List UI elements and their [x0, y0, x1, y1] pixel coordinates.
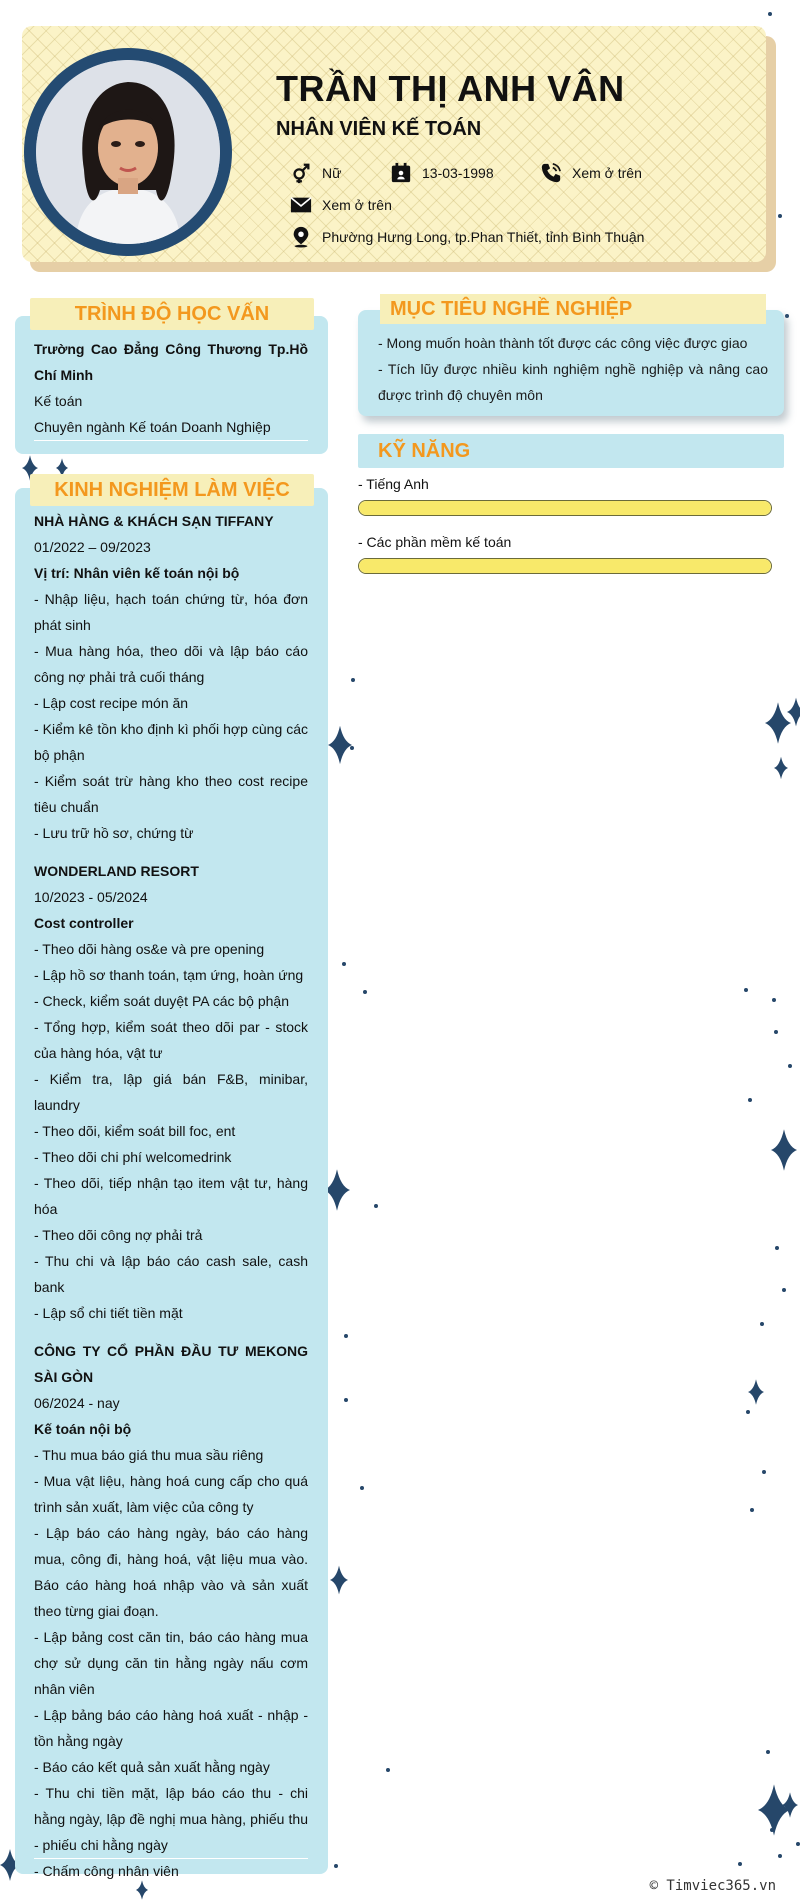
phone-value: Xem ở trên	[572, 165, 642, 181]
skill-level-bar	[358, 558, 772, 574]
job-position: Kế toán nội bộ	[34, 1421, 132, 1437]
star-icon	[774, 757, 788, 779]
star-icon	[782, 1792, 798, 1818]
job-period: 06/2024 - nay	[34, 1395, 120, 1411]
job-task: - Lập cost recipe món ăn	[34, 695, 189, 711]
job-task: - Thu chi tiền mặt, lập báo cáo thu - chi hằng ngày, lập đề nghị mua hàng, phiếu thu - phiếu chi hằng ngày	[34, 1785, 308, 1853]
birthday-value: 13-03-1998	[422, 165, 494, 181]
skill-name: - Tiếng Anh	[358, 476, 429, 492]
education-major: Kế toán	[34, 393, 83, 409]
job-task: - Mua hàng hóa, theo dõi và lập báo cáo công nợ phải trả cuối tháng	[34, 643, 308, 685]
candidate-name: TRẦN THỊ ANH VÂN	[276, 68, 625, 109]
star-icon	[765, 702, 791, 744]
job-task: - Nhập liệu, hạch toán chứng từ, hóa đơn phát sinh	[34, 591, 308, 633]
career-goal-title: MỤC TIÊU NGHỀ NGHIỆP	[380, 294, 766, 324]
job-period: 10/2023 - 05/2024	[34, 889, 148, 905]
star-dot	[748, 1098, 752, 1102]
education-title: TRÌNH ĐỘ HỌC VẤN	[30, 298, 314, 330]
job-task: - Theo dõi hàng os&e và pre opening	[34, 941, 265, 957]
address-info	[290, 226, 644, 248]
job-task: - Kiểm kê tồn kho định kì phối hợp cùng các bộ phận	[34, 721, 308, 763]
company-name: CÔNG TY CỔ PHẦN ĐẦU TƯ MEKONG SÀI GÒN	[34, 1343, 308, 1385]
star-dot	[760, 1322, 764, 1326]
job-task: - Lập báo cáo hàng ngày, báo cáo hàng mua, công đi, hàng hoá, vật liệu mua vào. Báo cáo hàng hoá nhập vào và sản xuất theo từng giai đoạn.	[34, 1525, 308, 1619]
star-icon	[758, 1784, 790, 1835]
star-dot	[772, 998, 776, 1002]
job-task: - Kiểm soát trừ hàng kho theo cost recipe tiêu chuẩn	[34, 773, 308, 815]
star-icon	[787, 698, 800, 727]
job-task: - Chấm công nhân viên	[34, 1863, 179, 1879]
school-name: Trường Cao Đẳng Công Thương Tp.Hồ Chí Minh	[34, 341, 308, 383]
phone-icon	[540, 162, 562, 184]
job-period: 01/2022 – 09/2023	[34, 539, 151, 555]
job-task: - Kiểm tra, lập giá bán F&B, minibar, laundry	[34, 1071, 308, 1113]
job-task: - Theo dõi chi phí welcomedrink	[34, 1149, 232, 1165]
location-pin-icon	[290, 226, 312, 248]
mail-icon	[290, 194, 312, 216]
star-dot	[778, 214, 782, 218]
company-name: WONDERLAND RESORT	[34, 863, 199, 879]
job-task: - Mua vật liệu, hàng hoá cung cấp cho quá trình sản xuất, làm việc của công ty	[34, 1473, 308, 1515]
skill-level-fill	[359, 559, 771, 573]
experience-divider	[34, 1858, 308, 1859]
career-goal-item: - Mong muốn hoàn thành tốt được các công việc được giao	[378, 335, 748, 351]
company-name: NHÀ HÀNG & KHÁCH SẠN TIFFANY	[34, 513, 274, 529]
education-specialty: Chuyên ngành Kế toán Doanh Nghiệp	[34, 419, 271, 435]
job-task: - Theo dõi, tiếp nhận tạo item vật tư, hàng hóa	[34, 1175, 308, 1217]
job-task: - Lập sổ chi tiết tiền mặt	[34, 1305, 183, 1321]
star-dot	[738, 1862, 742, 1866]
job-task: - Lập bảng báo cáo hàng hoá xuất - nhập - tồn hằng ngày	[34, 1707, 308, 1749]
job-task: - Lưu trữ hồ sơ, chứng từ	[34, 825, 194, 841]
job-task: - Check, kiểm soát duyệt PA các bộ phận	[34, 993, 289, 1009]
career-goal-item: - Tích lũy được nhiều kinh nghiệm nghề nghiệp và nâng cao được trình độ chuyên môn	[378, 361, 768, 403]
star-dot	[782, 1288, 786, 1292]
star-dot	[774, 1030, 778, 1034]
star-dot	[796, 1842, 800, 1846]
education-divider	[34, 440, 308, 441]
star-dot	[360, 1486, 364, 1490]
career-goal-body	[378, 330, 768, 408]
star-dot	[768, 12, 772, 16]
job-task: - Theo dõi công nợ phải trả	[34, 1227, 203, 1243]
job-task: - Tổng hợp, kiểm soát theo dõi par - stock của hàng hóa, vật tư	[34, 1019, 308, 1061]
job-position: Cost controller	[34, 915, 134, 931]
job-task: - Lập bảng cost căn tin, báo cáo hàng mua chợ sử dụng căn tin hằng ngày nấu cơm nhân viên	[34, 1629, 308, 1697]
job-task: - Lập hồ sơ thanh toán, tạm ứng, hoàn ứng	[34, 967, 304, 983]
birthday-info	[390, 162, 494, 184]
job-task: - Thu chi và lập báo cáo cash sale, cash bank	[34, 1253, 308, 1295]
star-dot	[785, 314, 789, 318]
job-task: - Thu mua báo giá thu mua sầu riêng	[34, 1447, 264, 1463]
skills-title: KỸ NĂNG	[358, 434, 784, 468]
star-icon	[328, 726, 352, 764]
star-dot	[334, 1864, 338, 1868]
email-info	[290, 194, 392, 216]
email-value: Xem ở trên	[322, 197, 392, 213]
star-dot	[386, 1768, 390, 1772]
job-title: NHÂN VIÊN KẾ TOÁN	[276, 118, 482, 140]
star-dot	[344, 1334, 348, 1338]
gender-info	[290, 162, 341, 184]
job-task: - Theo dõi, kiểm soát bill foc, ent	[34, 1123, 236, 1139]
star-dot	[342, 962, 346, 966]
star-dot	[350, 746, 354, 750]
star-dot	[746, 1410, 750, 1414]
star-dot	[344, 1398, 348, 1402]
address-value: Phường Hưng Long, tp.Phan Thiết, tỉnh Bình Thuận	[322, 229, 645, 245]
star-dot	[750, 1508, 754, 1512]
phone-info	[540, 162, 642, 184]
job-task: - Báo cáo kết quả sản xuất hằng ngày	[34, 1759, 270, 1775]
star-dot	[762, 1470, 766, 1474]
avatar-ring	[24, 48, 232, 256]
star-dot	[788, 1064, 792, 1068]
star-dot	[775, 1246, 779, 1250]
job-position: Vị trí: Nhân viên kế toán nội bộ	[34, 565, 240, 581]
job-gap	[34, 1326, 308, 1338]
job-gap	[34, 846, 308, 858]
experience-body	[34, 508, 308, 1884]
skill-level-fill	[359, 501, 771, 515]
star-dot	[374, 1204, 378, 1208]
calendar-icon	[390, 162, 412, 184]
star-dot	[770, 1828, 774, 1832]
gender-icon	[290, 162, 312, 184]
avatar-portrait-icon	[36, 60, 220, 244]
star-dot	[778, 1854, 782, 1858]
footer-copyright: © Timviec365.vn	[649, 1878, 776, 1894]
star-dot	[744, 988, 748, 992]
skill-level-bar	[358, 500, 772, 516]
skill-name: - Các phần mềm kế toán	[358, 534, 512, 550]
star-icon	[748, 1379, 764, 1405]
education-body	[34, 336, 308, 440]
star-icon	[330, 1566, 348, 1595]
star-dot	[766, 1750, 770, 1754]
avatar	[36, 60, 220, 244]
gender-value: Nữ	[322, 165, 342, 181]
experience-title: KINH NGHIỆM LÀM VIỆC	[30, 474, 314, 506]
star-icon	[771, 1129, 797, 1171]
star-dot	[351, 678, 355, 682]
star-dot	[363, 990, 367, 994]
